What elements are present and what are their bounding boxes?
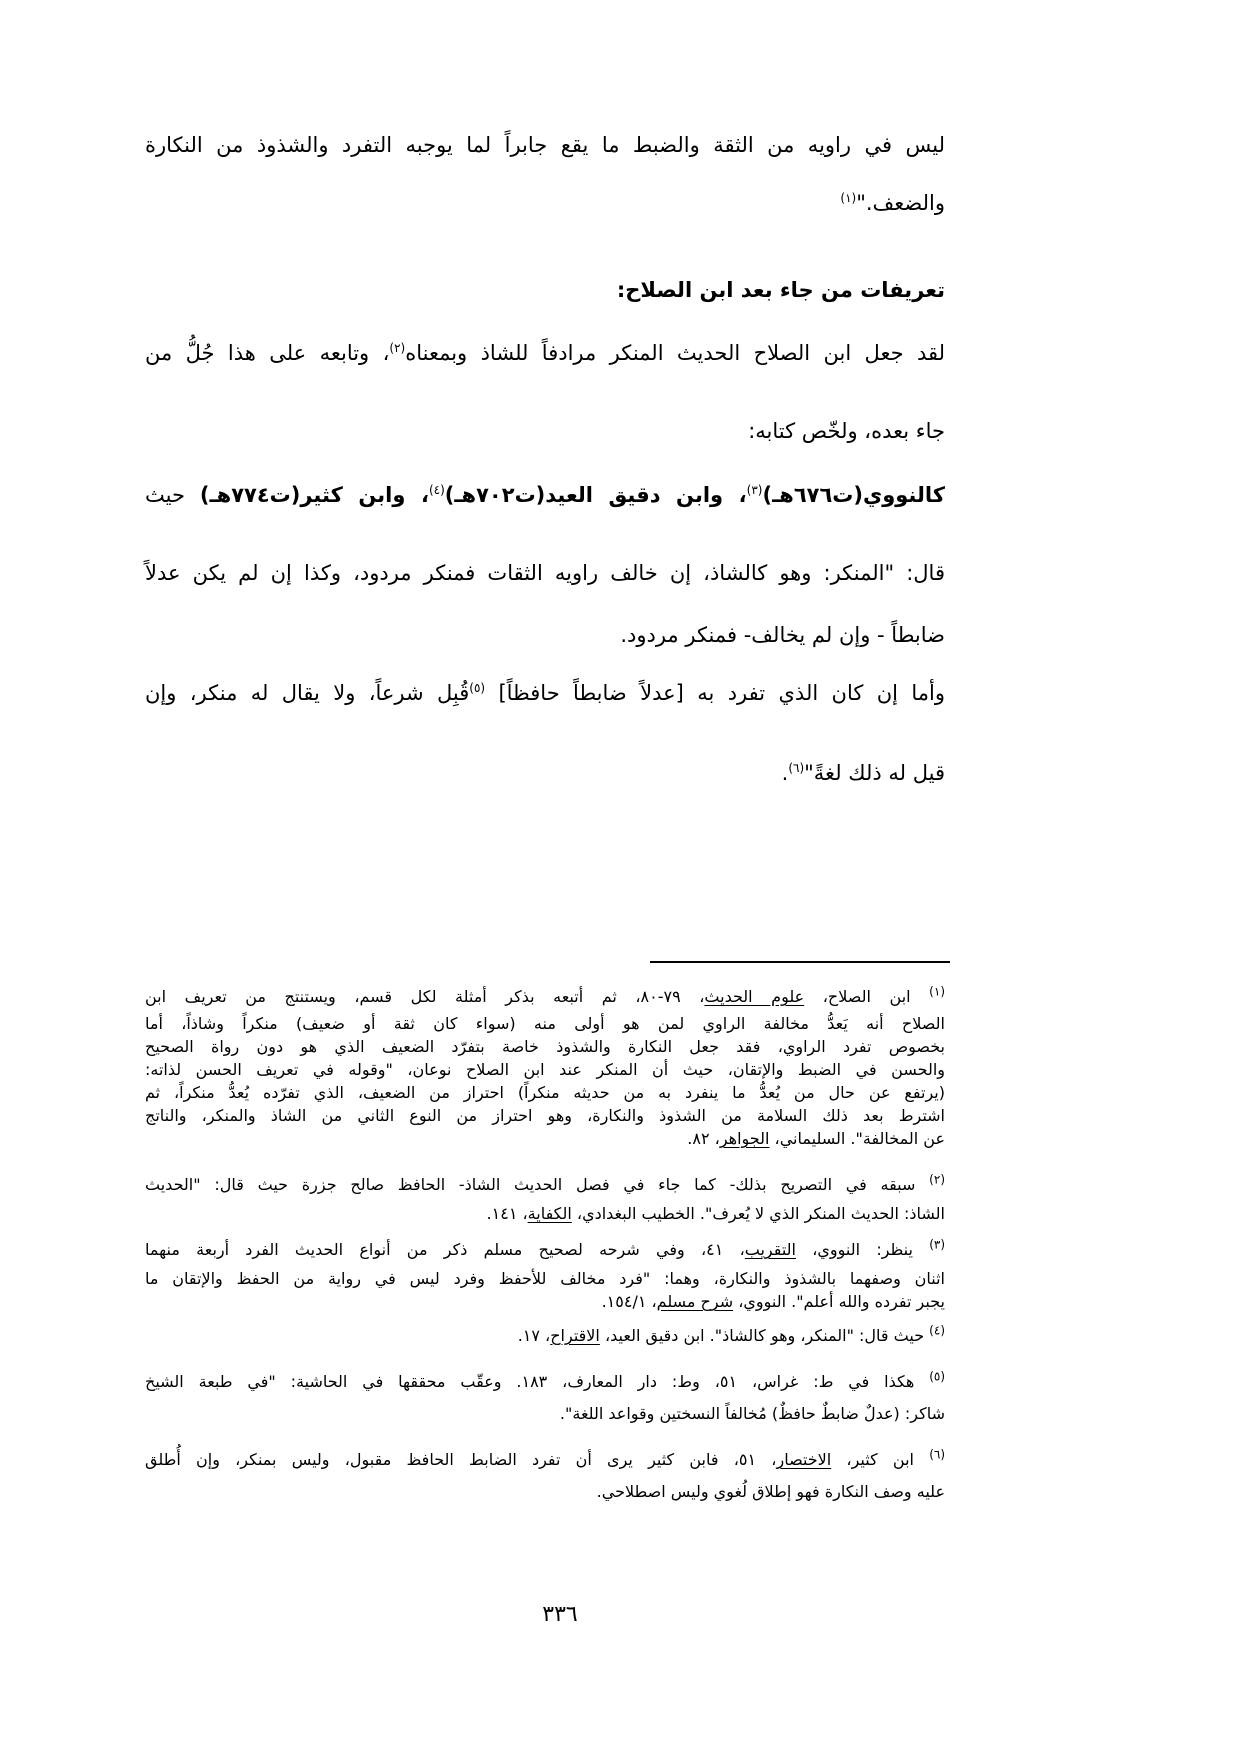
footnote-number: (٥) <box>929 1369 946 1384</box>
body-text: قال: "المنكر: وهو كالشاذ، إن خالف راويه الثقات فمنكر مردود، وكذا إن لم يكن عدلاً <box>145 561 945 585</box>
footnote-text: ابن كثير، <box>831 1450 930 1469</box>
body-line-1 <box>145 132 945 158</box>
footnote-ref[interactable]: (٤) <box>428 483 445 497</box>
body-text: حيث <box>145 483 200 507</box>
body-line-2 <box>145 190 945 216</box>
body-text: ضابطاً - وإن لم يخالف- فمنكر مردود. <box>620 623 945 647</box>
footnote-text: الشاذ: الحديث المنكر الذي لا يُعرف". الخطيب البغدادي، <box>571 1204 945 1223</box>
body-line-7 <box>145 622 945 648</box>
body-text: جاء بعده، ولخّص كتابه: <box>748 419 945 443</box>
footnote-line <box>145 1448 945 1471</box>
footnote-1 <box>145 985 945 1150</box>
body-line-5 <box>145 482 945 508</box>
footnote-line: عليه وصف النكارة فهو إطلاق لُغوي وليس اصطلاحي. <box>596 1482 945 1501</box>
footnote-3 <box>145 1238 945 1313</box>
body-text: ليس في راويه من الثقة والضبط ما يقع جابراً لما يوجبه التفرد والشذوذ من النكارة <box>145 133 945 157</box>
footnote-number: (١) <box>929 984 945 999</box>
footnote-text: ، ١٤١. <box>486 1204 528 1223</box>
footnote-text: هكذا في ط: غراس، ٥١، وط: دار المعارف، ١٨٣. وعقّب محققها في الحاشية: "في طبعة الشيخ <box>145 1372 930 1391</box>
footnote-text: عن المخالفة". السليماني، <box>769 1129 945 1148</box>
body-text: قُبِل شرعاً، ولا يقال له منكر، وإن <box>145 681 470 705</box>
footnote-line <box>145 1127 945 1150</box>
footnote-2 <box>145 1173 945 1225</box>
body-line-3 <box>145 340 945 366</box>
footnote-line <box>145 1324 945 1347</box>
footnote-number: (٤) <box>929 1323 945 1338</box>
book-title: الجواهر <box>719 1129 770 1148</box>
body-line-9 <box>145 760 945 786</box>
section-heading <box>145 277 945 303</box>
body-line-4 <box>145 418 945 444</box>
footnote-line: اثنان وصفهما بالشذوذ والنكارة، وهما: "فرد مخالف للأحفظ وفرد ليس في رواية من الحفظ والإتقان ما <box>145 1269 945 1288</box>
book-title: الكفاية <box>527 1204 572 1223</box>
footnote-ref[interactable]: (٦) <box>788 761 805 775</box>
scholar-name: كالنووي(ت٦٧٦هـ) <box>762 483 945 507</box>
footnote-text: ينظر: النووي، <box>796 1240 930 1259</box>
footnote-line <box>145 1238 945 1261</box>
footnote-line: والحسن في الضبط والإتقان، حيث أن المنكر عند ابن الصلاح نوعان، "وقوله في تعريف الحسن لذاته: <box>145 1060 945 1079</box>
footnote-4 <box>145 1324 945 1347</box>
body-text: والضعف." <box>856 191 945 215</box>
footnote-text: ، ٤١، وفي شرحه لصحيح مسلم ذكر من أنواع الحديث الفرد أربعة منهما <box>145 1240 745 1259</box>
footnote-text: ، ٨٢. <box>687 1129 720 1148</box>
footnote-text: ، ١٥٤/١. <box>601 1292 657 1311</box>
body-line-8 <box>145 680 945 706</box>
footnote-text: ، ٥١، فابن كثير يرى أن تفرد الضابط الحافظ مقبول، وليس بمنكر، وإن أُطلق <box>145 1450 777 1469</box>
body-line-6 <box>145 560 945 586</box>
scholar-name: ، وابن كثير(ت٧٧٤هـ) <box>199 483 429 507</box>
body-text: قيل له ذلك لغةً" <box>804 761 945 785</box>
footnote-line <box>145 1202 945 1225</box>
footnote-text: يجبر تفرده والله أعلم". النووي، <box>733 1292 945 1311</box>
book-title: الاقتراح <box>550 1326 600 1345</box>
body-text: لقد جعل ابن الصلاح الحديث المنكر مرادفاً للشاذ وبمعناه <box>405 341 946 365</box>
footnote-line: بخصوص تفرد الراوي، فقد جعل النكارة والشذوذ خاصة بتفرّد الضعيف الذي هو دون رواة الصحيح <box>145 1037 945 1056</box>
body-text: وأما إن كان الذي تفرد به [عدلاً ضابطاً حافظاً] <box>485 681 945 705</box>
footnote-line <box>145 1370 945 1393</box>
footnote-line <box>145 985 945 1008</box>
footnote-number: (٣) <box>929 1237 946 1252</box>
footnote-line <box>145 1290 945 1313</box>
body-text: . <box>781 761 789 785</box>
page-number: ٣٣٦ <box>542 1602 578 1627</box>
footnote-line: شاكر: (عدلٌ ضابطٌ حافظٌ) مُخالفاً النسختين وقواعد اللغة". <box>559 1404 945 1423</box>
footnote-text: سبقه في التصريح بذلك- كما جاء في فصل الحديث الشاذ- الحافظ صالح جزرة حيث قال: "الحديث <box>145 1175 930 1194</box>
footnote-ref[interactable]: (٥) <box>469 681 486 695</box>
footnote-number: (٦) <box>929 1447 946 1462</box>
book-title: التقريب <box>744 1240 796 1259</box>
footnote-line <box>145 1173 945 1196</box>
footnote-line: (يرتفع عن حال من يُعدُّ ما ينفرد به من حديثه منكراً) احتراز من الضعيف، الذي تفرّده يُعدُّ منكراً، ثم <box>145 1083 945 1102</box>
book-title: الاختصار <box>776 1450 832 1469</box>
footnote-line: الصلاح أنه يَعدُّ مخالفة الراوي لمن هو أولى منه (سواء كان ثقة أو ضعيف) منكراً وشاذاً، أما <box>145 1014 945 1033</box>
footnote-text: ، ٧٩-٨٠، ثم أتبعه بذكر أمثلة لكل قسم، ويستنتج من تعريف ابن <box>145 987 705 1006</box>
footnote-separator <box>650 961 950 963</box>
book-title: علوم الحديث <box>704 987 805 1006</box>
footnote-line: اشترط بعد ذلك السلامة من الشذوذ والنكارة، وهو احتراز من النوع الثاني من الشاذ والمنكر، والناتج <box>145 1106 945 1125</box>
footnote-ref[interactable]: (٣) <box>746 483 763 497</box>
footnote-ref[interactable]: (٢) <box>389 341 406 355</box>
footnote-text: ابن الصلاح، <box>804 987 930 1006</box>
book-title: شرح مسلم <box>656 1292 734 1311</box>
footnote-5 <box>145 1370 945 1425</box>
scholar-name: ، وابن دقيق العيد(ت٧٠٢هـ) <box>444 483 747 507</box>
footnote-ref[interactable]: (١) <box>840 191 857 205</box>
footnote-text: حيث قال: "المنكر، وهو كالشاذ". ابن دقيق العيد، <box>599 1326 930 1345</box>
body-text: ، وتابعه على هذا جُلُّ من <box>145 341 390 365</box>
footnote-number: (٢) <box>929 1172 945 1187</box>
footnote-6 <box>145 1448 945 1503</box>
heading-text: تعريفات من جاء بعد ابن الصلاح: <box>616 278 945 302</box>
footnote-text: ، ١٧. <box>517 1326 551 1345</box>
